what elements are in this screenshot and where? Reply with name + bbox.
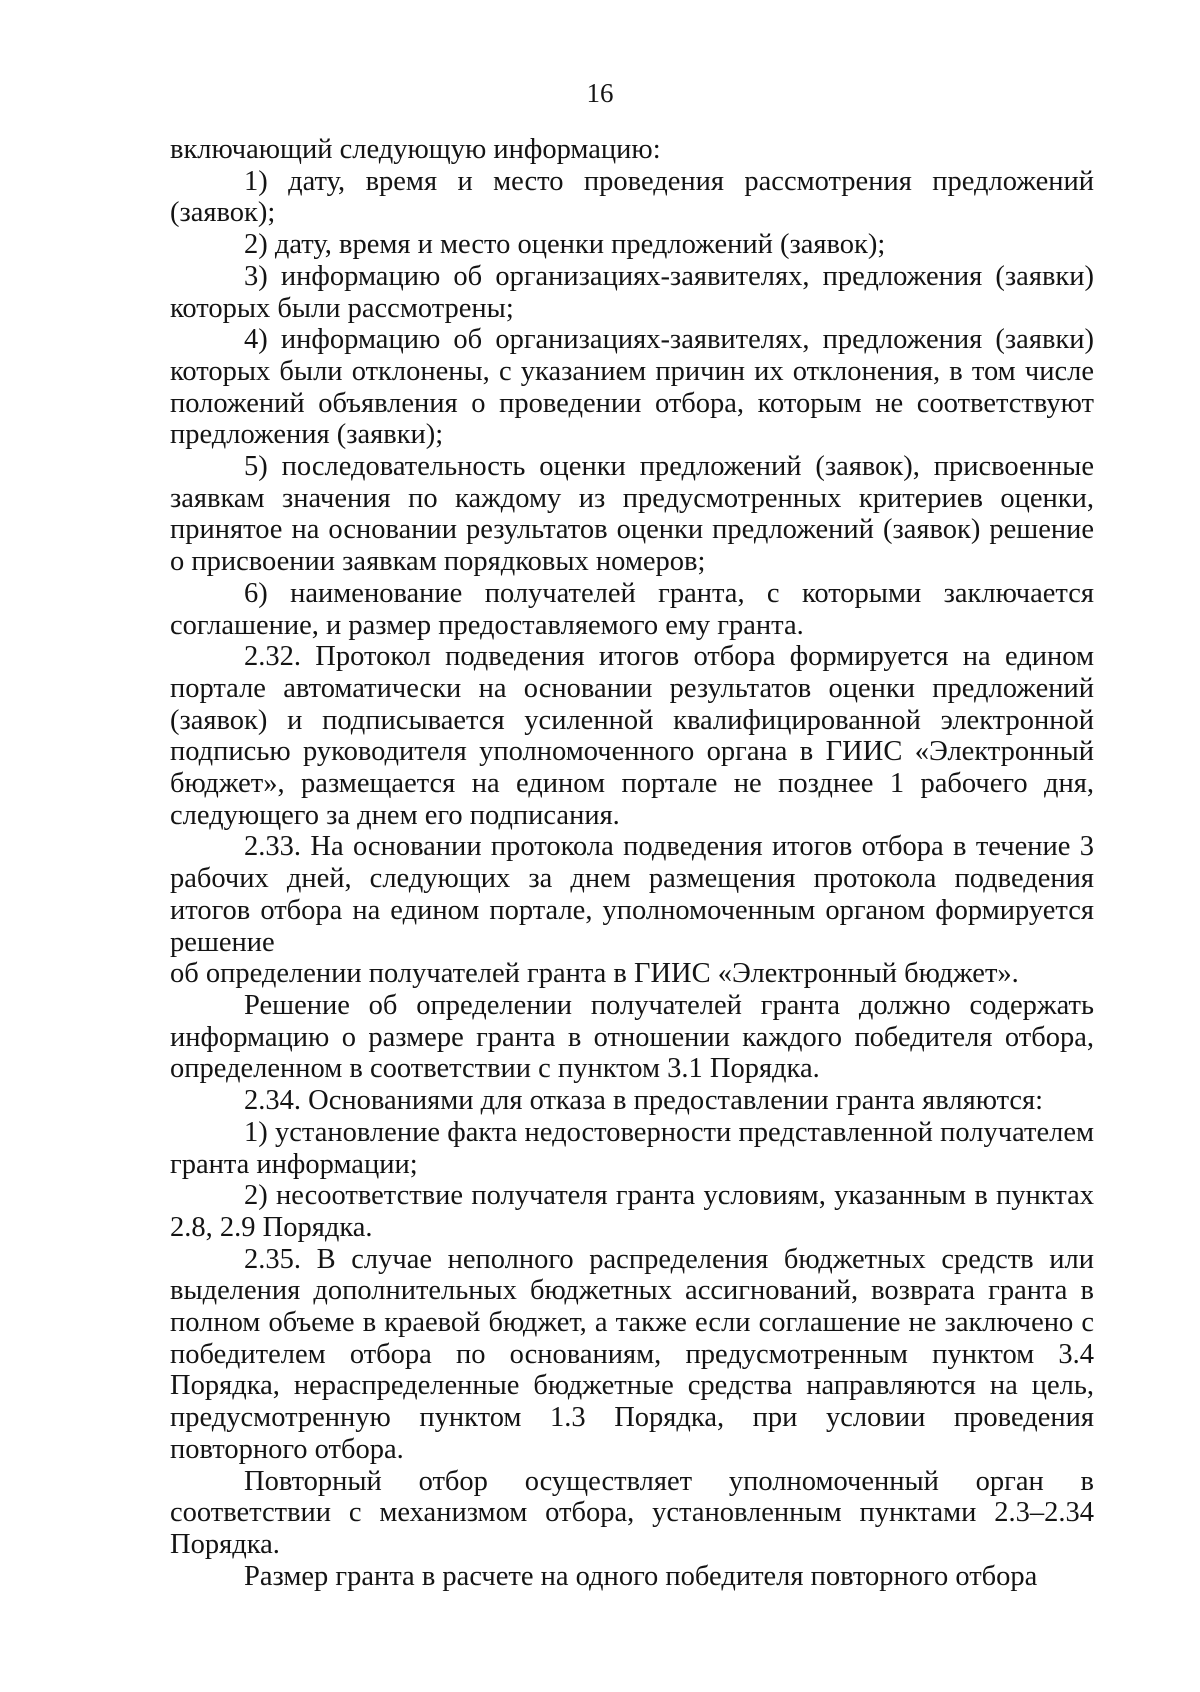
paragraph: об определении получателей гранта в ГИИС «Электронный бюджет». [170,958,1019,990]
document-body [170,134,1094,1592]
paragraph: 2.35. В случае неполного распределения бюджетных средств или выделения дополнительных бюджетных ассигнований, возврата гранта в полном объеме в краевой бюджет, а также если соглашение не заключено с победителем отбора по основаниям, предусмотренным пунктом 3.4 Порядка, нераспределенные бюджетные средства направляются на цель, предусмотренную пунктом 1.3 Порядка, при условии проведения повторного отбора. [170,1243,1094,1465]
paragraph: Размер гранта в расчете на одного победителя повторного отбора [244,1560,1038,1592]
paragraph: 2.32. Протокол подведения итогов отбора формируется на едином портале автоматически на основании результатов оценки предложений (заявок) и подписывается усиленной квалифицированной электронной подписью руководителя уполномоченного органа в ГИИС «Электронный бюджет», размещается на едином портале не позднее 1 рабочего дня, следующего за днем его подписания. [170,641,1094,831]
paragraph: Повторный отбор осуществляет уполномоченный орган в соответствии с механизмом отбора, установленным пунктами 2.3–2.34 Порядка. [170,1465,1094,1560]
paragraph: 2) несоответствие получателя гранта условиям, указанным в пунктах 2.8, 2.9 Порядка. [170,1180,1094,1243]
paragraph: 2) дату, время и место оценки предложений (заявок); [244,229,886,261]
paragraph: включающий следующую информацию: [170,134,661,165]
paragraph: 2.34. Основаниями для отказа в предоставлении гранта являются: [244,1085,1044,1117]
paragraph: 1) установление факта недостоверности представленной получателем гранта информации; [170,1116,1094,1180]
paragraph: 6) наименование получателей гранта, с которыми заключается соглашение, и размер предоставляемого ему гранта. [170,577,1094,641]
paragraph: Решение об определении получателей гранта должно содержать информацию о размере гранта в отношении каждого победителя отбора, определенном в соответствии с пунктом 3.1 Порядка. [170,989,1094,1085]
paragraph: 1) дату, время и место проведения рассмотрения предложений (заявок); [170,165,1094,229]
paragraph: 4) информацию об организациях-заявителях, предложения (заявки) которых были отклонены, с указанием причин их отклонения, в том числе положений объявления о проведении отбора, которым не соответствуют предложения (заявки); [170,324,1094,451]
paragraph: 3) информацию об организациях-заявителях, предложения (заявки) которых были рассмотрены; [170,260,1094,324]
paragraph: 2.33. На основании протокола подведения итогов отбора в течение 3 рабочих дней, следующих за днем размещения протокола подведения итогов отбора на едином портале, уполномоченным органом формируется решение [170,831,1094,958]
page-number: 16 [586,78,614,108]
paragraph: 5) последовательность оценки предложений (заявок), присвоенные заявкам значения по каждому из предусмотренных критериев оценки, принятое на основании результатов оценки предложений (заявок) решение о присвоении заявкам порядковых номеров; [170,451,1094,578]
